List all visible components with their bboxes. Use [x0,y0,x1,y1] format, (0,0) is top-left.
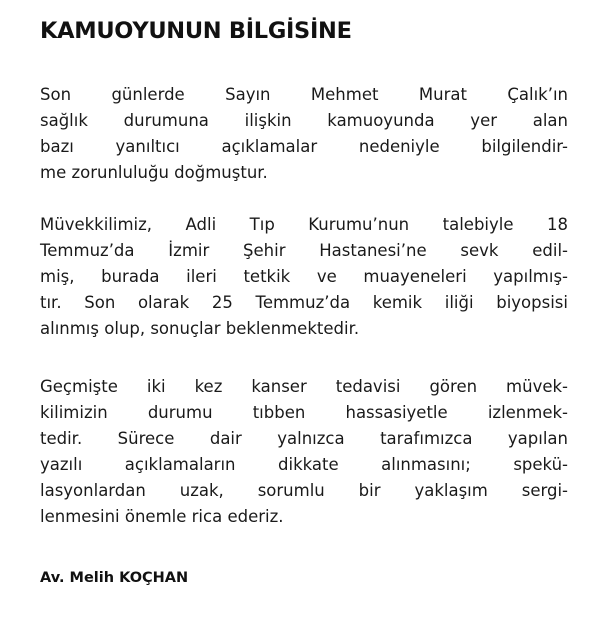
paragraph-request [40,374,568,530]
paragraph-line: miş, burada ileri tetkik ve muayeneleri yapılmış- [40,267,568,286]
paragraph-line: Geçmişte iki kez kanser tedavisi gören müvek- [40,377,568,396]
paragraph-health-status [40,82,568,186]
paragraph-line: Son günlerde Sayın Mehmet Murat Çalık’ın [40,85,568,104]
paragraph-line: tedir. Sürece dair yalnızca tarafımızca yapılan [40,429,568,448]
paragraph-line: tır. Son olarak 25 Temmuz’da kemik iliği biyopsisi [40,293,568,312]
paragraph-line: sağlık durumuna ilişkin kamuoyunda yer alan [40,111,568,130]
signature: Av. Melih KOÇHAN [40,570,189,586]
paragraph-line: Temmuz’da İzmir Şehir Hastanesi’ne sevk edil- [40,241,568,260]
paragraph-line: alınmış olup, sonuçlar beklenmektedir. [40,319,360,338]
paragraph-line: Müvekkilimiz, Adli Tıp Kurumu’nun talebiyle 18 [40,215,568,234]
paragraph-line: lenmesini önemle rica ederiz. [40,507,284,526]
paragraph-line: yazılı açıklamaların dikkate alınmasını; spekü- [40,455,568,474]
document-title: KAMUOYUNUN BİLGİSİNE [40,18,352,44]
paragraph-line: bazı yanıltıcı açıklamalar nedeniyle bilgilendir- [40,137,568,156]
paragraph-line: kilimizin durumu tıbben hassasiyetle izlenmek- [40,403,568,422]
press-statement [40,16,568,586]
paragraph-line: lasyonlardan uzak, sorumlu bir yaklaşım sergi- [40,481,568,500]
paragraph-line: me zorunluluğu doğmuştur. [40,163,268,182]
paragraph-hospital-referral [40,212,568,342]
